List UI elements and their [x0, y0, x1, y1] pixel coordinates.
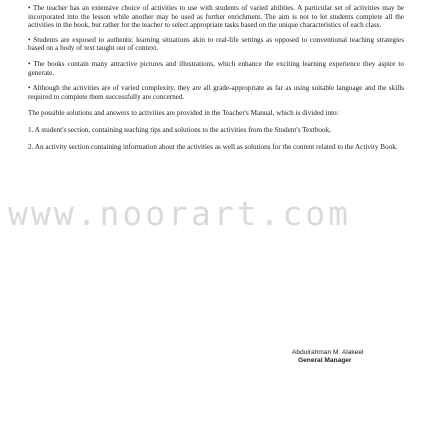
paragraph-students-section: 1. A student's section, containing teaching tips and solutions to the activities from the Student's Textbook, [28, 125, 331, 134]
paragraph-activity-choice: • The teacher has an extensive choice of activities to use with students of varied abilities. A particular set of activities may be incorporated into the lesson while another may be used as further enrichment. The aim is not to let students complete all the activities in the book, but rather for the teacher to select appropriate tasks based on the unique characteristics of each class. [28, 4, 404, 30]
signature-title: General Manager [298, 357, 352, 364]
document-body [28, 4, 404, 151]
paragraph-grade-appropriate: • Although the activities are of varied complexity, they are all grade-appropriate as far as using suitable language and the skills required to complete them successfully are concerned. [28, 84, 404, 101]
signature-name: Abdulrahman M. Alakeel [292, 349, 364, 356]
paragraph-activity-section: 2. An activity section containing information about the activities as well as solutions for the content related to the Activity Book. [28, 142, 398, 151]
paragraph-illustrations: • The books contain many attractive pictures and illustrations, which enhance the exciting learning experience they aspire to generate. [28, 59, 404, 77]
signature-block [292, 349, 412, 365]
paragraph-authentic-learning: • Students are exposed to authentic learning situations akin to real-life settings as opposed to conventional teaching strategies based on a body of text taught out of context. [28, 35, 404, 53]
watermark-text: www.noorart.com [8, 194, 352, 233]
paragraph-teachers-manual: The possible solutions and answers to activities are provided in the Teacher's Manual, which is divided into: [28, 109, 339, 118]
